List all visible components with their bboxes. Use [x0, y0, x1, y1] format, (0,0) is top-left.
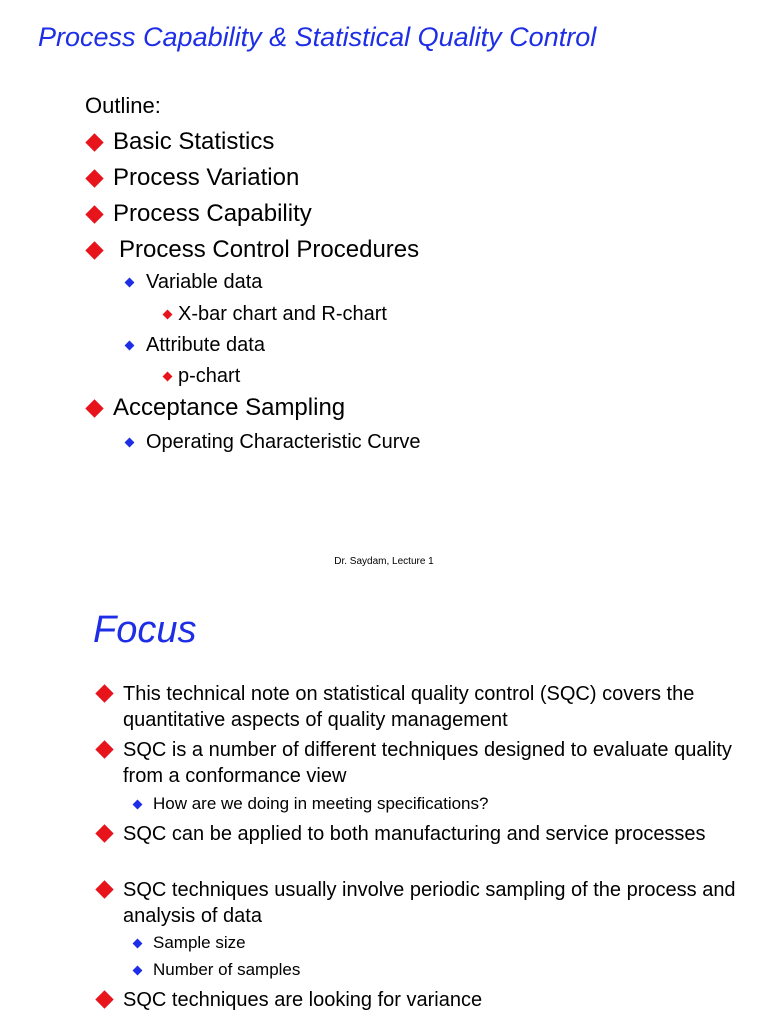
- red-diamond-bullet-icon: [95, 740, 113, 758]
- red-diamond-bullet-icon: [85, 133, 103, 151]
- blue-diamond-bullet-icon: [125, 341, 135, 351]
- outline-item-process-control: Process Control Procedures: [85, 236, 419, 264]
- red-diamond-bullet-icon: [85, 169, 103, 187]
- blue-diamond-bullet-icon: [133, 799, 143, 809]
- outline-subitem-p-chart: p-chart: [162, 365, 240, 388]
- red-diamond-bullet-icon: [85, 399, 103, 417]
- slide-focus: [0, 585, 768, 1024]
- red-diamond-bullet-icon: [95, 824, 113, 842]
- outline-item-basic-statistics: Basic Statistics: [85, 128, 274, 156]
- red-diamond-bullet-icon: [163, 372, 173, 382]
- red-diamond-bullet-icon: [95, 990, 113, 1008]
- red-diamond-bullet-icon: [95, 880, 113, 898]
- outline-item-process-variation: Process Variation: [85, 164, 299, 192]
- blue-diamond-bullet-icon: [125, 438, 135, 448]
- focus-subbullet: Sample size: [132, 933, 246, 953]
- focus-bullet: SQC techniques are looking for variance: [95, 987, 743, 1013]
- focus-subbullet: Number of samples: [132, 960, 300, 980]
- slide-title: Focus: [93, 609, 197, 651]
- blue-diamond-bullet-icon: [125, 278, 135, 288]
- focus-bullet: This technical note on statistical quality control (SQC) covers the quantitative aspects of quality management: [95, 681, 743, 733]
- red-diamond-bullet-icon: [85, 241, 103, 259]
- focus-bullet: SQC techniques usually involve periodic sampling of the process and analysis of data: [95, 877, 743, 929]
- red-diamond-bullet-icon: [85, 205, 103, 223]
- outline-subitem-xbar-chart: X-bar chart and R-chart: [162, 303, 387, 326]
- blue-diamond-bullet-icon: [133, 938, 143, 948]
- outline-subitem-oc-curve: Operating Characteristic Curve: [124, 431, 421, 454]
- outline-item-process-capability: Process Capability: [85, 200, 312, 228]
- slide-footer: Dr. Saydam, Lecture 1: [334, 556, 434, 567]
- red-diamond-bullet-icon: [95, 684, 113, 702]
- red-diamond-bullet-icon: [163, 310, 173, 320]
- focus-subbullet: How are we doing in meeting specifications?: [132, 794, 488, 814]
- focus-bullet: SQC is a number of different techniques designed to evaluate quality from a conformance view: [95, 737, 743, 789]
- outline-label: Outline:: [85, 93, 161, 118]
- outline-subitem-variable-data: Variable data: [124, 271, 262, 294]
- outline-item-acceptance-sampling: Acceptance Sampling: [85, 394, 345, 422]
- outline-subitem-attribute-data: Attribute data: [124, 334, 265, 357]
- slide-title: Process Capability & Statistical Quality Control: [38, 22, 597, 52]
- focus-bullet: SQC can be applied to both manufacturing and service processes: [95, 821, 743, 847]
- blue-diamond-bullet-icon: [133, 965, 143, 975]
